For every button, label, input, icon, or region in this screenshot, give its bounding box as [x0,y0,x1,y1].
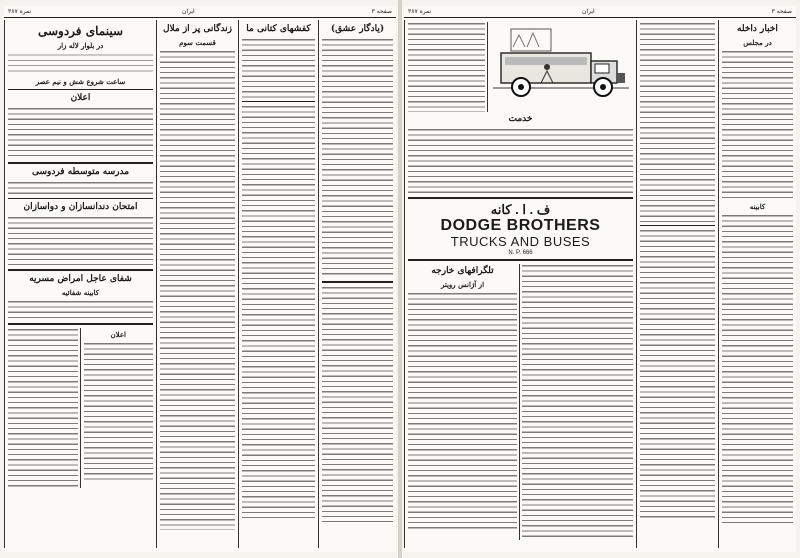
page-gutter [398,0,402,558]
serial-subtitle: قسمت سوم [179,38,216,47]
page-label-right: ایران [582,8,595,15]
left-page [4,6,396,552]
ad-code: N. P. 666 [508,250,533,256]
serial-column [156,20,238,548]
service-title: خدمت [508,114,533,124]
right-page [404,6,796,552]
ad-and-telegram-area [404,20,636,548]
shoes-column [238,20,318,548]
shoes-title: کفشهای کتانی ما [246,24,311,34]
exam-title: امتحان دندانسازان و دواسازان [23,202,138,212]
notice-title: اعلان [70,93,91,103]
ad-dealer-name: ف . ا . کانه [490,202,551,217]
pharmacy-title: کابینه شفائیه [61,288,100,297]
page-number-right: صفحه ۳ [771,8,792,15]
memory-title: (یادگار عشق) [330,24,385,34]
cinema-title: سینمای فردوسی [37,24,123,38]
memory-column [318,20,396,548]
cinema-subtitle: در بلوار لاله زار [57,41,104,50]
left-page-header [4,6,396,18]
page-label: ایران [182,8,195,15]
news-item-parliament: در مجلس [743,38,772,47]
cinema-time: ساعت شروع شش و نیم عصر [35,77,126,86]
domestic-news-column [718,20,796,548]
dodge-ad [408,202,633,256]
page-number: صفحه ۳ [371,8,392,15]
news-item-cabinet: کابینه [749,202,766,211]
truck-icon [491,27,631,107]
domestic-news-title: اخبار داخله [737,24,778,34]
cure-title: شفای عاجل امراض مسریه [29,274,132,284]
ad-brand: DODGE BROTHERS [440,217,601,234]
serial-title: زندگانی پر از ملال [162,24,233,34]
middle-news-column [636,20,718,548]
issue-number-right: نمره ۳۸۷ [408,8,432,15]
bottom-ad-title: اعلان [110,330,126,339]
ad-product-line: TRUCKS AND BUSES [450,234,591,249]
issue-number: نمره ۳۸۷ [8,8,32,15]
school-title: مدرسه متوسطه فردوسی [31,167,130,177]
reuters-label: از آژانس رویتر [440,280,485,289]
right-page-header [404,6,796,18]
ads-column [4,20,156,548]
truck-illustration [488,22,633,112]
telegrams-title: تلگرافهای خارجه [431,266,494,276]
